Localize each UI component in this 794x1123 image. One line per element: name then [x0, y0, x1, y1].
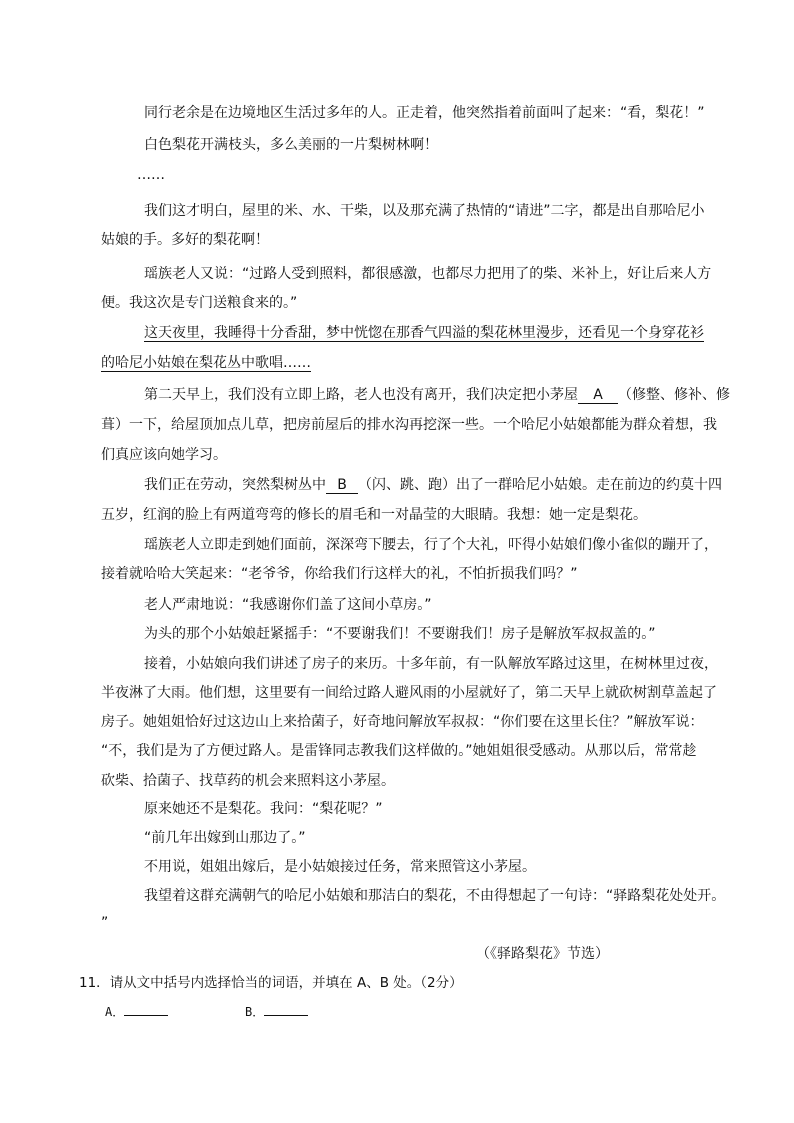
paragraph-7-text-before-blank: 我们正在劳动，突然梨树丛中	[144, 477, 326, 493]
paragraph-11-line-2: 半夜淋了大雨。他们想，这里要有一间给过路人避风雨的小屋就好了，第二天早上就砍树割草盖起了	[101, 685, 717, 701]
paragraph-3-line-1: 我们这才明白，屋里的米、水、干柴，以及那充满了热情的“请进”二字，都是出自那哈尼小	[144, 203, 705, 219]
paragraph-6-text-after-blank: （修整、修补、修	[618, 387, 730, 403]
paragraph-15-line-1: 我望着这群充满朝气的哈尼小姑娘和那洁白的梨花，不由得想起了一句诗：“驿路梨花处处开。	[144, 888, 726, 904]
paragraph-13: “前几年出嫁到山那边了。”	[144, 830, 306, 846]
paragraph-6-line-3: 们真应该向她学习。	[101, 447, 227, 463]
answer-option-b	[245, 1002, 308, 1022]
source-citation: （《驿路梨花》节选）	[476, 946, 609, 962]
blank-b: B	[326, 477, 358, 494]
paragraph-7-line-2: 五岁，红润的脸上有两道弯弯的修长的眉毛和一对晶莹的大眼睛。我想：她一定是梨花。	[101, 507, 647, 523]
blank-a: A	[578, 387, 618, 404]
answer-option-a	[105, 1002, 168, 1022]
paragraph-6-line-2: 葺）一下，给屋顶加点儿草，把房前屋后的排水沟再挖深一些。一个哈尼小姑娘都能为群众着想，我	[101, 417, 717, 433]
paragraph-12: 原来她还不是梨花。我问：“梨花呢？”	[144, 801, 383, 817]
paragraph-10: 为头的那个小姑娘赶紧摇手：“不要谢我们！不要谢我们！房子是解放军叔叔盖的。”	[144, 626, 656, 642]
underlined-paragraph-line-2: 的哈尼小姑娘在梨花丛中歌唱……	[101, 355, 311, 371]
paragraph-7-line-1	[144, 475, 722, 495]
paragraph-8-line-1: 瑶族老人立即走到她们面前，深深弯下腰去，行了个大礼，吓得小姑娘们像小雀似的蹦开了，	[144, 537, 718, 553]
paragraph-11-line-3: 房子。她姐姐恰好过这边山上来拾菌子，好奇地问解放军叔叔：“你们要在这里长住？”解放军说：	[101, 714, 704, 730]
paragraph-2: 白色梨花开满枝头，多么美丽的一片梨树林啊！	[144, 137, 438, 153]
paragraph-6-line-1	[144, 385, 730, 405]
paragraph-11-line-4: “不，我们是为了方便过路人。是雷锋同志教我们这样做的。”她姐姐很受感动。从那以后，常常趁	[101, 743, 697, 759]
option-a-label: A．	[105, 1005, 125, 1019]
paragraph-7-text-after-blank: （闪、跳、跑）出了一群哈尼小姑娘。走在前边的约莫十四	[358, 477, 722, 493]
paragraph-6-text-before-blank: 第二天早上，我们没有立即上路，老人也没有离开，我们决定把小茅屋	[144, 387, 578, 403]
paragraph-1: 同行老余是在边境地区生活过多年的人。正走着，他突然指着前面叫了起来：“看，梨花！”	[144, 105, 705, 121]
paragraph-8-line-2: 接着就哈哈大笑起来：“老爷爷，你给我们行这样大的礼，不怕折损我们吗？”	[101, 566, 578, 582]
paragraph-4-line-1: 瑶族老人又说：“过路人受到照料，都很感激，也都尽力把用了的柴、米补上，好让后来人方	[144, 266, 712, 282]
answer-b-blank[interactable]	[264, 1002, 308, 1016]
underlined-paragraph-line-1: 这天夜里，我睡得十分香甜，梦中恍惚在那香气四溢的梨花林里漫步，还看见一个身穿花衫	[144, 325, 704, 341]
paragraph-4-line-2: 便。我这次是专门送粮食来的。”	[101, 295, 298, 311]
answer-a-blank[interactable]	[124, 1002, 168, 1016]
paragraph-3-line-2: 姑娘的手。多好的梨花啊！	[101, 232, 269, 248]
paragraph-9: 老人严肃地说：“我感谢你们盖了这间小草房。”	[144, 597, 432, 613]
paragraph-14: 不用说，姐姐出嫁后，是小姑娘接过任务，常来照管这小茅屋。	[144, 859, 536, 875]
paragraph-11-line-1: 接着，小姑娘向我们讲述了房子的来历。十多年前，有一队解放军路过这里，在树林里过夜，	[144, 656, 718, 672]
paragraph-15-line-2: ”	[101, 915, 109, 931]
ellipsis: ……	[137, 167, 165, 183]
question-11: 11．请从文中括号内选择恰当的词语，并填在 A、B 处。（2分）	[79, 975, 463, 991]
paragraph-11-line-5: 砍柴、拾菌子、找草药的机会来照料这小茅屋。	[101, 773, 395, 789]
option-b-label: B．	[245, 1005, 265, 1019]
